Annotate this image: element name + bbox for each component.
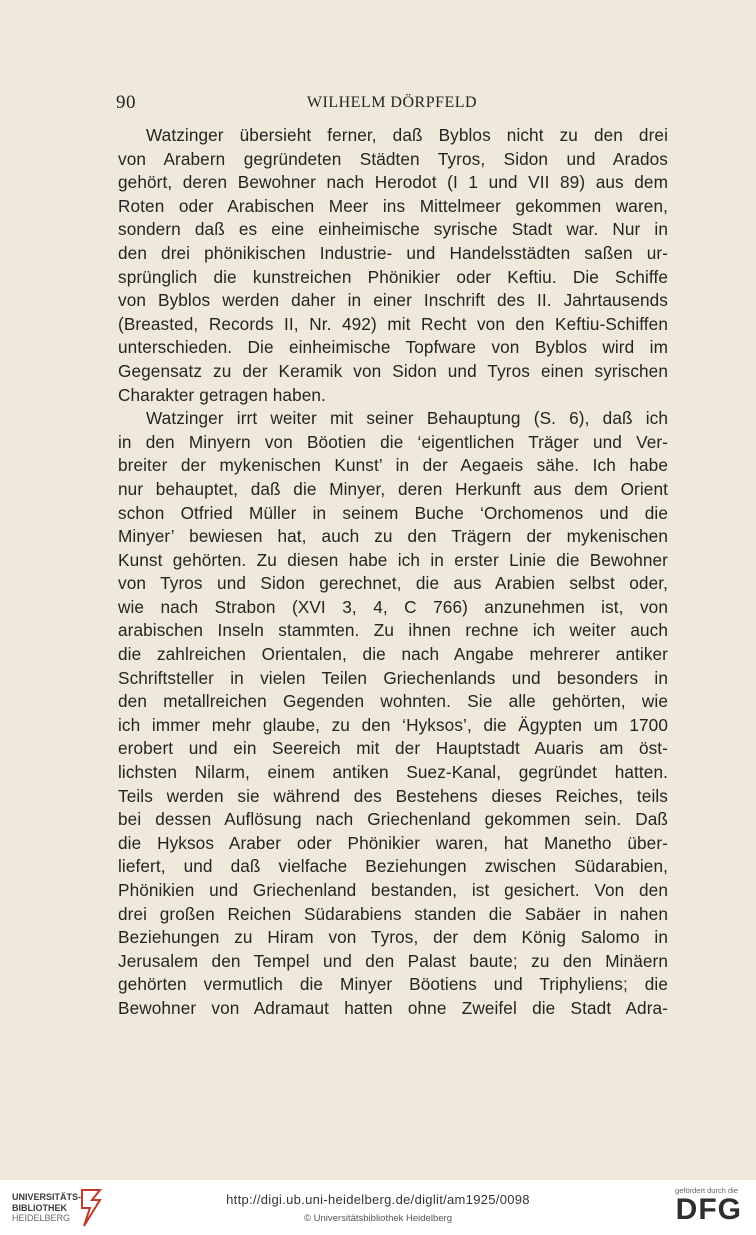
dfg-logo: DFG bbox=[675, 1193, 742, 1226]
text-line: Bewohner von Adramaut hatten ohne Zweifel die Stadt Adra- bbox=[118, 997, 668, 1018]
text-line: drei großen Reichen Südarabiens standen die Sabäer in nahen bbox=[118, 903, 668, 924]
page-header bbox=[116, 92, 668, 116]
text-line: die zahlreichen Orientalen, die nach Angabe mehrerer antiker bbox=[118, 644, 668, 665]
text-line: lichsten Nilarm, einem antiken Suez-Kanal, gegründet hatten. bbox=[118, 762, 668, 783]
text-line: breiter der mykenischen Kunst’ in der Aegaeis sähe. Ich habe bbox=[118, 455, 668, 476]
text-line: Schriftsteller in vielen Teilen Griechenlands und besonders in bbox=[118, 667, 668, 688]
text-line: Gegensatz zu der Keramik von Sidon und Tyros einen syrischen bbox=[118, 360, 668, 381]
text-line: Kunst gehörten. Zu diesen habe ich in erster Linie die Bewohner bbox=[118, 549, 668, 570]
text-line: den drei phönikischen Industrie- und Handelsstädten saßen ur- bbox=[118, 242, 668, 263]
text-line: Charakter getragen haben. bbox=[118, 384, 326, 405]
page-number: 90 bbox=[116, 92, 136, 113]
text-line: sondern daß es eine einheimische syrische Stadt war. Nur in bbox=[118, 219, 668, 240]
text-line: liefert, und daß vielfache Beziehungen zwischen Südarabien, bbox=[118, 856, 668, 877]
text-line: ich immer mehr glaube, zu den ‘Hyksos’, die Ägypten um 1700 bbox=[118, 714, 668, 735]
text-line: unterschieden. Die einheimische Topfware von Byblos wird im bbox=[118, 337, 668, 358]
text-line: gehört, deren Bewohner nach Herodot (I 1 und VII 89) aus dem bbox=[118, 172, 668, 193]
library-line: UNIVERSITÄTS- bbox=[12, 1192, 82, 1202]
funding-caption: gefördert durch die bbox=[675, 1186, 738, 1195]
text-line: von Arabern gegründeten Städten Tyros, Sidon und Arados bbox=[118, 148, 668, 169]
text-line: gehörten vermutlich die Minyer Böotiens und Triphyliens; die bbox=[118, 974, 668, 995]
text-line: Jerusalem den Tempel und den Palast baute; zu den Minäern bbox=[118, 950, 668, 971]
text-line: wie nach Strabon (XVI 3, 4, C 766) anzunehmen ist, von bbox=[118, 596, 668, 617]
text-line: in den Minyern von Böotien die ‘eigentlichen Träger und Ver- bbox=[118, 431, 668, 452]
text-line: Watzinger übersieht ferner, daß Byblos nicht zu den drei bbox=[146, 125, 668, 145]
text-line: Watzinger irrt weiter mit seiner Behauptung (S. 6), daß ich bbox=[146, 408, 668, 429]
text-line: schon Otfried Müller in seinem Buche ‘Orchomenos und die bbox=[118, 502, 668, 523]
citation-url-link[interactable]: http://digi.ub.uni-heidelberg.de/diglit/am1925/0098 bbox=[226, 1192, 530, 1207]
text-line: sprünglich die kunstreichen Phönikier oder Keftiu. Die Schiffe bbox=[118, 266, 668, 287]
body-text bbox=[118, 124, 668, 1021]
text-line: Phönikien und Griechenland bestanden, ist gesichert. Von den bbox=[118, 880, 668, 900]
copyright-notice: © Universitätsbibliothek Heidelberg bbox=[304, 1213, 452, 1224]
text-line: Roten oder Arabischen Meer ins Mittelmeer gekommen waren, bbox=[118, 195, 668, 216]
text-line: arabischen Inseln stammten. Zu ihnen rechne ich weiter auch bbox=[118, 620, 668, 641]
library-line: BIBLIOTHEK bbox=[12, 1202, 67, 1213]
running-title: WILHELM DÖRPFELD bbox=[306, 94, 478, 111]
library-line: HEIDELBERG bbox=[12, 1213, 71, 1223]
text-line: Minyer’ bewiesen hat, auch zu den Trägern der mykenischen bbox=[118, 526, 668, 547]
text-line: erobert und ein Seereich mit der Hauptstadt Auaris am öst- bbox=[118, 738, 668, 759]
text-line: von Byblos werden daher in einer Inschrift des II. Jahrtausends bbox=[118, 290, 668, 311]
text-line: den metallreichen Gegenden wohnten. Sie alle gehörten, wie bbox=[118, 691, 668, 712]
text-line: die Hyksos Araber oder Phönikier waren, hat Manetho über- bbox=[118, 832, 668, 853]
text-line: Teils werden sie während des Bestehens dieses Reiches, teils bbox=[118, 785, 668, 806]
text-line: von Tyros und Sidon gerechnet, die aus Arabien selbst oder, bbox=[118, 573, 668, 594]
text-line: Beziehungen zu Hiram von Tyros, der dem König Salomo in bbox=[118, 927, 668, 948]
text-line: bei dessen Auflösung nach Griechenland gekommen sein. Daß bbox=[118, 809, 668, 830]
footer-bar bbox=[0, 1180, 756, 1235]
text-line: (Breasted, Records II, Nr. 492) mit Recht von den Keftiu-Schiffen bbox=[118, 313, 668, 334]
text-line: nur behauptet, daß die Minyer, deren Herkunft aus dem Orient bbox=[118, 478, 668, 499]
